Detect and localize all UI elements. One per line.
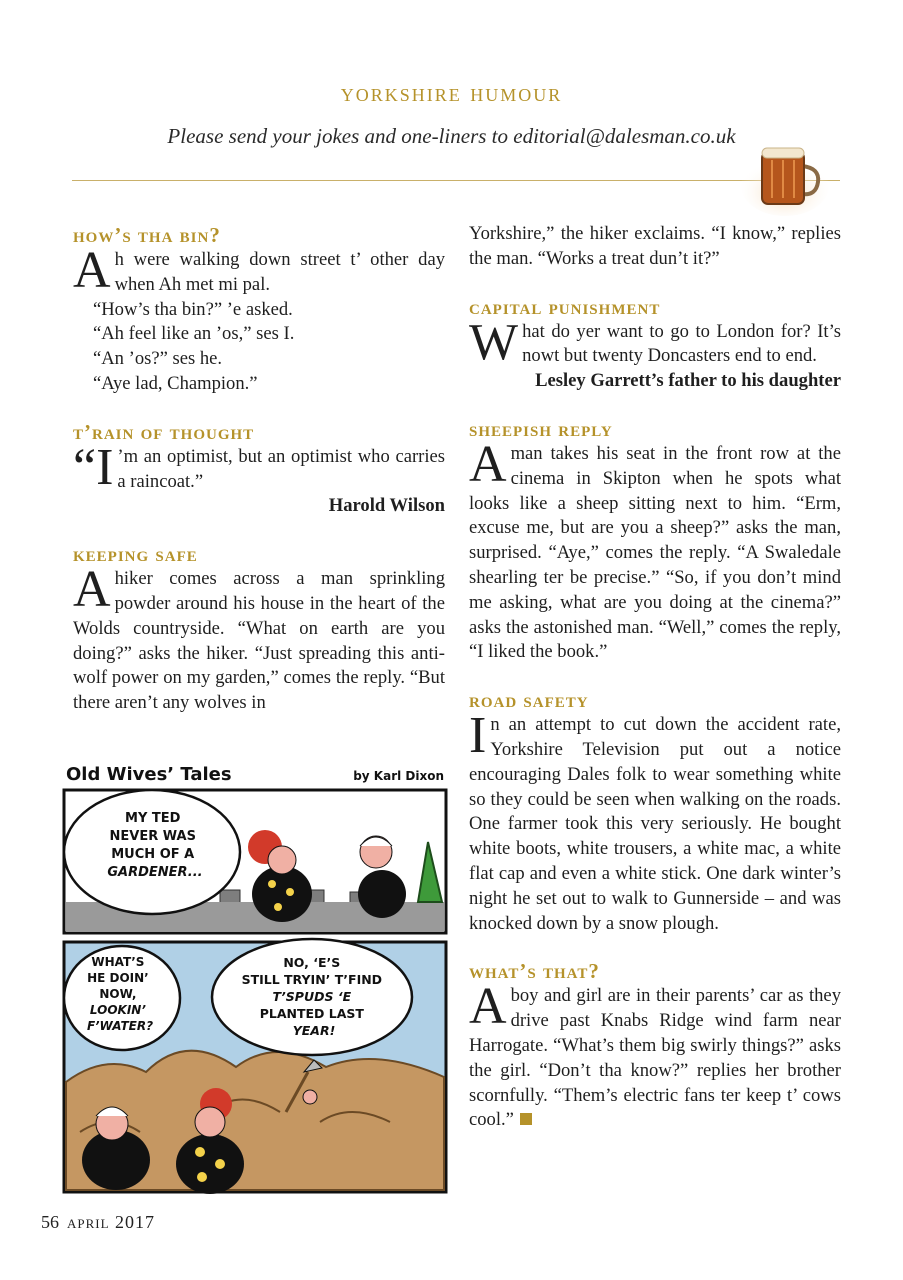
joke-text: “Aye lad, Champion.”	[93, 372, 258, 394]
joke-text: hiker comes across a man sprinkling powder around his house in the heart of the Wolds countryside. “What on earth are you doing?” asks the hiker. “Just spreading this anti-wolf power on my garden,” comes the reply. “But there aren’t any wolves in	[73, 568, 445, 714]
joke-heading: road safety	[469, 688, 589, 713]
joke-text: boy and girl are in their parents’ car as they drive past Knabs Ridge wind farm near Harrogate. “What’s them big swirly things?” asks the girl. “Don’t tha know?” replies her brother scornfully. “Them’s electric fans ter keep t’ cows cool.”	[469, 985, 841, 1131]
joke-heading: keeping safe	[73, 542, 198, 567]
right-column	[469, 222, 841, 1133]
cartoon-credit: by Karl Dixon	[353, 769, 444, 783]
joke-text: “Ah feel like an ’os,” ses I.	[93, 323, 295, 345]
drop-cap: I	[469, 707, 487, 765]
drop-cap: A	[469, 978, 507, 1036]
joke-heading: t’rain of thought	[73, 419, 255, 444]
drop-cap: “I	[73, 438, 114, 496]
svg-text:MY TED NEVER WAS MUCH: MY TED NEVER WAS MUCH OF A GARDENER...	[107, 811, 203, 880]
joke-text: man takes his seat in the front row at the cinema in Skipton when he spots what looks like a sheep sitting next to him. “Erm, excuse me, but are you a sheep?” asks the man, surprised. “Aye,” comes the reply. “A Swaledale shearling ter be precise.” “So, if you don’t mind me asking, what are you doing at the cinema?” asks the astonished man. “Well,” comes the reply, “I liked the book.”	[469, 442, 841, 663]
svg-text:NO, ‘E’S STILL TRYIN’ T’FI: NO, ‘E’S STILL TRYIN’ T’FIND T’SPUDS ‘E PLANTED LAST YEAR!	[241, 955, 383, 1038]
drop-cap: W	[469, 313, 519, 371]
page-number: 56	[41, 1212, 59, 1232]
drop-cap: A	[469, 435, 507, 493]
svg-text:WHAT’S HE DOIN’ NOW,: WHAT’S HE DOIN’ NOW, LOOKIN’ F’WATER?	[86, 955, 154, 1033]
left-column	[73, 222, 445, 716]
joke-text: hat do yer want to go to London for? It’s nowt but twenty Doncasters end to end.	[522, 320, 841, 367]
joke-text: ’m an optimist, but an optimist who carries a raincoat.”	[117, 445, 445, 492]
drop-cap: A	[73, 242, 111, 299]
attribution: Harold Wilson	[328, 495, 445, 517]
submission-note: Please send your jokes and one-liners to editorial@dalesman.co.uk	[167, 124, 736, 148]
page-footer	[41, 1212, 155, 1233]
joke-heading: capital punishment	[469, 294, 661, 319]
cartoon-strip	[60, 752, 450, 1194]
issue-date: april 2017	[67, 1212, 156, 1232]
joke-text: “An ’os?” ses he.	[93, 348, 223, 370]
end-mark-icon	[520, 1113, 532, 1125]
joke-text: “How’s tha bin?” ’e asked.	[93, 298, 293, 320]
section-title: yorkshire humour	[340, 78, 563, 107]
attribution: Lesley Garrett’s father to his daughter	[535, 370, 841, 392]
header-rule	[72, 180, 840, 181]
drop-cap: A	[73, 561, 111, 619]
joke-heading: how’s tha bin?	[73, 223, 221, 247]
joke-heading: what’s that?	[469, 959, 600, 984]
joke-heading: sheepish reply	[469, 416, 613, 441]
cartoon-title: Old Wives’ Tales	[66, 764, 232, 785]
joke-text: Yorkshire,” the hiker exclaims. “I know,” replies the man. “Works a treat dun’t it?”	[469, 223, 841, 269]
joke-text: h were walking down street t’ other day when Ah met mi pal.	[114, 249, 445, 295]
joke-text: n an attempt to cut down the accident rate, Yorkshire Television put out a notice encouraging Dales folk to wear something white so they could be seen when walking on the roads. One farmer took this very seriously. He bought white boots, white trousers, a white mac, a white flat cap and even a white stick. One dark winter’s night he set out to walk to Gunnerside – and was knocked down by a snow plough.	[469, 714, 841, 934]
beer-mug-icon	[740, 136, 830, 216]
